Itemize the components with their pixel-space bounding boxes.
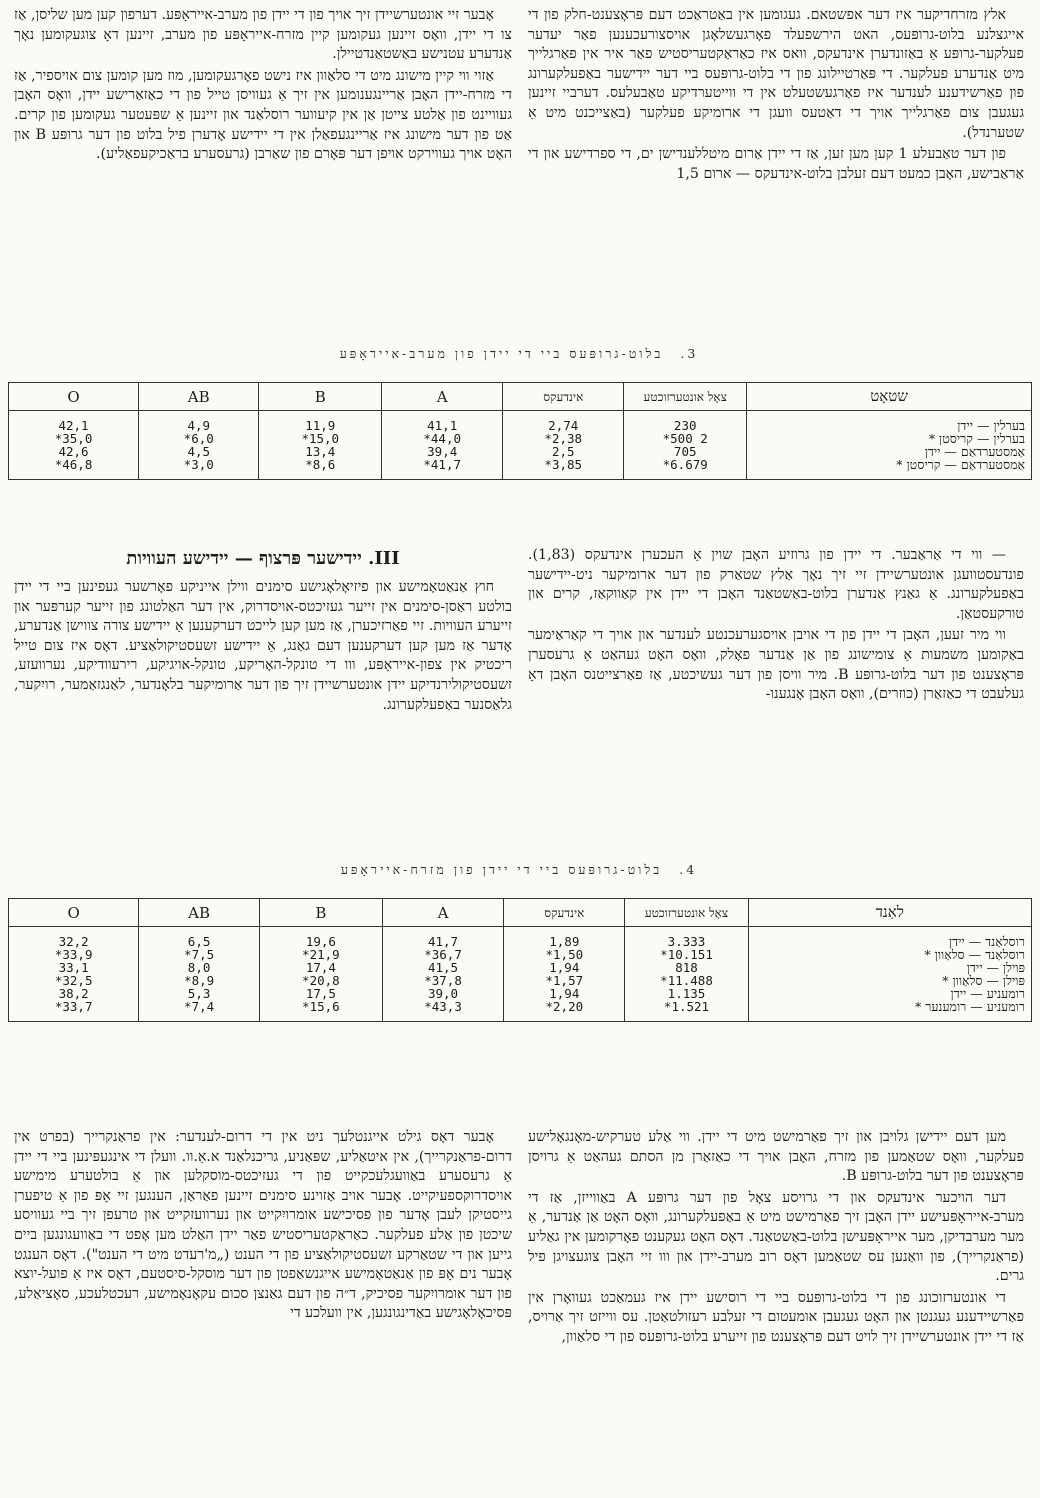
table-cell: בערלין — יידן בערלין — קריסטן * אַמסטערדאַם — יידן אַמסטערדאַם — קריסטן * <box>747 411 1032 480</box>
table-number: 4. <box>679 862 698 877</box>
paragraph: פון דער טאַבעלע 1 קען מען זען, אַז די יידן אַרום מיטללענדישן ים, די ספרדישע און די אַראַבישע, האָבן כמעט דעם זעלבן בלוט-אינדעקס — ארום 1,5 <box>528 146 1024 182</box>
column-header: B <box>259 899 382 927</box>
paragraph: אלץ מזרחדיקער איז דער אפשטאם. געגומען אין באַטראַכט דעם פּראָצענט-חלק פון די אייגצלנע בלוט-גרופּעס, האט הירשפעלד פאָרגעשלאָגן אויסצורעכענען פאַר יעדער פעלקער-גרופּע אַ באַזונדערן אינדעקס, וואס איז כאַראַקטעריסטיש פאַר איר אין פאַרגלייך מיט אַנדערע פעלקער. די פּאַרטיילונג פון די בלוט-גרופּעס ביי דער יידישער באַפעלקערונג פון פאַרשידענע לענדער איז פאַרגעשטעלט אין די ווייטערדיקע טאַבעלעס. דערביי זיינען געגעבן צום פאַרגלייך אויך די דאַטעס וועגן די ארומיקע פעלקער (באַצייכנט מיט אַ שטערנדל). <box>528 7 1024 141</box>
column-header: AB <box>139 899 260 927</box>
table-cell: 11,9 15,0* 13,4 8,6* <box>259 411 382 480</box>
table-cell: 42,1 35,0* 42,6 46,8* <box>9 411 139 480</box>
paragraph: אָבער דאָס גילט אייגנטלעך ניט אין די דרום-לענדער: אין פראַנקרייך (בפרט אין דרום-פראַנקרייך), אין איטאַליע, שפּאַניע, גריכנלאַנד א.אַ.וו. וועלן די אינגעפּינען ביי די יידן אַ גרעסערע באַוועגלעכקייט פון די געזיכטס-מוסקלען און אַ בולטערע מימישע אויסדרוקספעיקייט. אָבער אויב אַזוינע סימנים זיינען פאַראַן, הענגען זיי אָפּ פון אַ טיפערן גייסטיקן לעבן אָדער פון פסיכישע אומרויִקייט און נערוועזקייט און טרעפן זיך ביי געוויסע שיכטן פון אַלע פעלקער. כאַראַקטעריסטיש פאַר יידן האַלט מען אָפט די באַוועגונגען ביים גייען און די שטאַרקע זשעסטיקולאַציע פון די הענט („מ'רעדט מיט די הענט"). דאָס הענגט אָבער נים אָפּ פון אַנאַטאָמישע אייגנשאַפטן פון דער מוסקל-סיסטעם, דאָס איז אַ פועל-יוצא פון דער אומרויִקער פסיכיק, ד״ה פון דעם גאַנצן סכום עקאָנאָמישע, רעכטלעכע, סאָציאַלע, פּסיכאָלאָגישע באַדינגונגען, אין וועלכע די <box>14 1129 512 1322</box>
top-right-column <box>528 6 1024 328</box>
column-header: A <box>382 899 503 927</box>
column-header: צאָל אונטערזוכטע <box>624 383 747 411</box>
paragraph: דער הויכער אינדעקס און די גרויסע צאָל פון דער גרופּע A באַווייזן, אַז די מערב-אייראָפּעישע יידן האָבן זיך פאַרמישט מיט אַ באַפעלקערונג, וואָס האָט אַן אַנדער, אַ מער מערבדיקן, מער אייראָפּעישן בלוט-באַשטאַנד. דאָס האָט געקענט פאָרקומען אין גאַליע (פראַנקרייך), פון וואַנען עס שטאַמען דאָס רוב מערב-יידן און ווו זיי האָבן צוגעצויגן פיל גרים. <box>528 1189 1024 1285</box>
table-cell: 19,6 21,9* 17,4 20,8* 17,5 15,6* <box>259 927 382 1022</box>
middle-right-column <box>528 546 1024 852</box>
table-title: בלוט-גרופּעס ביי די יידן פון מערב-אייראָפּע <box>339 346 664 361</box>
paragraph: ווי מיר זעען, האָבן די יידן פון די אויבן אויסגערעכנטע לענדער און אויך די קאַראַימער באַקומען משמעות אַ צומישונג פון אַן אַנדער פאָלק, וואָס האָט געהאַט אַ גרעסערן פּראָצענט פון דער בלוט-גרופּע B. מיר וויסן פון דער געשיכטע, אַז פאַרצייטנס האָבן דאָ געלעבט די כאַזאַרן (כוזרים), וואָס האָבן אָנגענו- <box>528 627 1024 703</box>
bottom-left-column <box>14 1128 512 1492</box>
column-header: שטאָט <box>747 383 1032 411</box>
column-header: O <box>9 899 139 927</box>
paragraph: אָבער זיי אונטערשיידן זיך אויך פון די יידן פון מערב-אייראָפּע. דערפון קען מען שליסן, אַז צו די יידן, וואָס זיינען געקומען קיין מזרח-אייראָפּע פון מערב, זיינען דאָ צוגעקומען נאָך אַנדערע עטנישע באַשטאַנדטיילן. <box>14 7 512 63</box>
table-number: 3. <box>680 346 699 361</box>
table-title: בלוט-גרופּעס ביי די יידן פון מזרח-אייראָפּע <box>340 862 663 877</box>
table-cell: 3.333 10.151* 818 11.488* 1.135 1.521* <box>625 927 748 1022</box>
column-header: לאַנד <box>748 899 1031 927</box>
column-header: צאָל אונטערזוכטע <box>625 899 748 927</box>
table-caption <box>14 862 1024 878</box>
table-caption <box>14 346 1024 362</box>
table-cell: 32,2 33,9* 33,1 32,5* 38,2 33,7* <box>9 927 139 1022</box>
paragraph: די אונטערזוכונג פון די בלוט-גרופּעס ביי די רוסישע יידן איז געמאַכט געוואָרן אין פאַרשיידענע געגנטן און האָט געגעבן אומעטום די זעלבע רעזולטאַטן. עס ווייזט זיך אַרויס, אַז די יידן אונטערשיידן זיך לויט דעם פּראָצענט פון זייערע בלוט-גרופּעס פון די סלאַוון, <box>528 1289 1024 1345</box>
blood-groups-table-east-europe <box>8 898 1032 1022</box>
paragraph: חוץ אַנאַטאָמישע און פיזיאָלאָגישע סימנים ווילן אייניקע פאָרשער געפינען ביי די יידן בולטע ראַסן-סימנים אין זייער געזיכטס-אויסדרוק, אין דער האַלטונג פון זייער קערפּער און זייערע העוויות. זיי פאַרזיכערן, אַז מען קען לייכט דערקענען אַ יידישע צורה צווישן אַנדערע, אָדער אַז מען קען דערקענען דעם גאַנג, אַ יידישע זשעסטיקולאַציע. דאָס איז צום טייל ריכטיק אין צפון-אייראָפּע, ווו די טונקל-האָריקע, טונקל-אויגיקע, רירעוודיקע, נערוועזע, זשעסטיקולירנדיקע יידן אונטערשיידן זיך פון דער אַרומיקער בלאָנדער, לאַנגזאַמער, רויִקער, גלאַסנער באַפעלקערונג. <box>14 579 512 713</box>
column-header: אינדעקס <box>503 383 624 411</box>
column-header: אינדעקס <box>504 899 625 927</box>
table-cell: 2,74 2,38* 2,5 3,85* <box>503 411 624 480</box>
column-header: AB <box>139 383 259 411</box>
table-cell: 230 2 500* 705 6.679* <box>624 411 747 480</box>
top-left-column <box>14 6 512 328</box>
section-heading: III. יידישער פּרצוף — יידישע העוויות <box>126 548 400 569</box>
middle-left-column <box>14 578 512 852</box>
column-header: B <box>259 383 382 411</box>
paragraph: אַזוי ווי קיין מישונג מיט די סלאַוון איז נישט פאָרגעקומען, מוז מען קומען צום אויספיר, אַז די מזרח-יידן האָבן אַריינגענומען אין זיך אַ געוויסן טייל פון די כאַזאַרישע יידן, וואָס האָבן געוויינט פון אַלטע צייטן אַן אין קיעווער רוסלאַנד און זיינען אַ שפּעטער געקומען פון קרים. אַט פון דער מישונג איז אַריינגעפאַלן אין די יידישע אָדערן פיל בלוט פון דער גרופּע B און האָט אויך געווירקט אויפן דער פּאָרם פון שאַרבן (גרעסערע בראַכיקעפאַליע). <box>14 67 512 163</box>
column-header: O <box>9 383 139 411</box>
table-cell: 41,7 36,7* 41,5 37,8* 39,0 43,3* <box>382 927 503 1022</box>
table-cell: 41,1 44,0* 39,4 41,7* <box>382 411 503 480</box>
bottom-right-column <box>528 1128 1024 1492</box>
paragraph: — ווי די אַראַבער. די יידן פון גרוזיע האָבן שוין אַ העכערן אינדעקס (1,83). פונדעסטוועגן אונטערשיידן זיי זיך נאָך אַלץ שטאַרק פון דער ארומיקער ניט-יידישער באַפעלקערונג. אַ גאַנץ אַנדערן בלוט-באַשטאַנד האָבן די יידן אין קאַווקאַז, קרים און טורקעסטאַן. <box>528 547 1024 622</box>
table-cell: רוסלאַנד — יידן רוסלאַנד — סלאַוון * פּוילן — יידן פּוילן — סלאַוון * רומעניע — יידן רומעניע — רומענער * <box>748 927 1031 1022</box>
paragraph: מען דעם יידישן גלויבן און זיך פאַרמישט מיט די יידן. ווי אַלע טערקיש-מאָנגאָלישע פעלקער, וואָס שטאַמען פון מזרח, האָבן אויך די כאַזאַרן מן הסתם געהאַט אַ גרויסן פּראָצענט פון דער בלוט-גרופּע B. <box>528 1129 1024 1185</box>
column-header: A <box>382 383 503 411</box>
table-cell: 1,89 1,50* 1,94 1,57* 1,94 2,20* <box>504 927 625 1022</box>
blood-groups-table-west-europe <box>8 382 1032 480</box>
table-cell: 6,5 7,5* 8,0 8,9* 5,3 7,4* <box>139 927 260 1022</box>
table-cell: 4,9 6,0* 4,5 3,0* <box>139 411 259 480</box>
